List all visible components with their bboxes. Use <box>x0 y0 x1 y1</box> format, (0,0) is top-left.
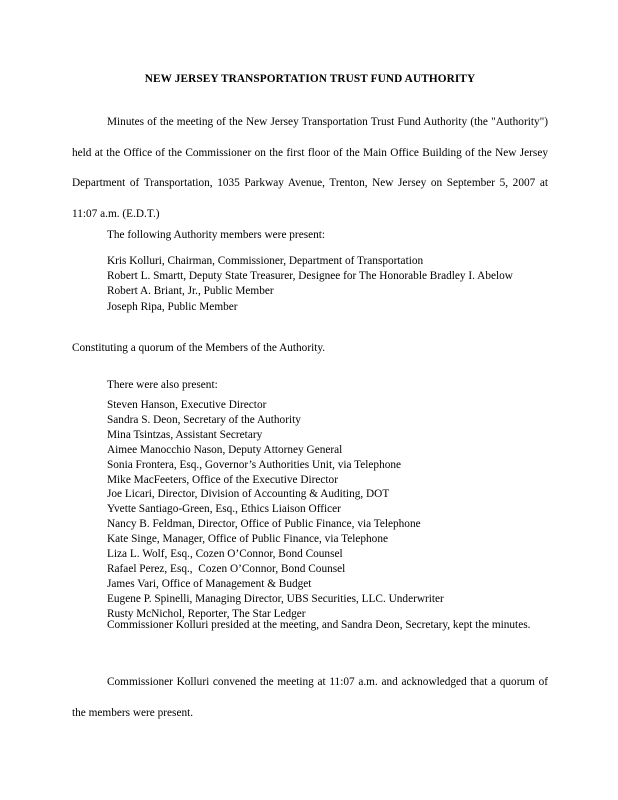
list-item: Nancy B. Feldman, Director, Office of Public Finance, via Telephone <box>107 518 421 531</box>
list-item: Steven Hanson, Executive Director <box>107 399 267 411</box>
members-list <box>107 254 548 315</box>
also-present-heading: There were also present: <box>107 379 218 391</box>
list-item: Mina Tsintzas, Assistant Secretary <box>107 428 263 441</box>
list-item: Eugene P. Spinelli, Managing Director, UBS Securities, LLC. Underwriter <box>107 592 444 605</box>
list-item: Kate Singe, Manager, Office of Public Finance, via Telephone <box>107 533 388 546</box>
presided-paragraph: Commissioner Kolluri presided at the meeting, and Sandra Deon, Secretary, kept the minutes. <box>107 619 531 631</box>
list-item: Yvette Santiago-Green, Esq., Ethics Liaison Officer <box>107 503 341 516</box>
list-item: Rafael Perez, Esq., Cozen O’Connor, Bond Counsel <box>107 562 346 575</box>
also-present-list <box>107 398 548 622</box>
list-item: Aimee Manocchio Nason, Deputy Attorney General <box>107 443 343 456</box>
list-item: Robert L. Smartt, Deputy State Treasurer, Designee for The Honorable Bradley I. Abelow <box>107 270 513 283</box>
list-item: Joe Licari, Director, Division of Accounting & Auditing, DOT <box>107 488 390 501</box>
intro-paragraph: Minutes of the meeting of the New Jersey Transportation Trust Fund Authority (the "Authority") held at the Office of the Commissioner on the first floor of the Main Office Building of the New Jersey Department of Transportation, 1035 Parkway Avenue, Trenton, New Jersey on September 5, 2007 at 11:07 a.m. (E.D.T.) <box>72 116 548 220</box>
list-item: Kris Kolluri, Chairman, Commissioner, Department of Transportation <box>107 255 424 267</box>
document-title: NEW JERSEY TRANSPORTATION TRUST FUND AUTHORITY <box>144 73 476 85</box>
list-item: Sonia Frontera, Esq., Governor’s Authorities Unit, via Telephone <box>107 458 402 471</box>
quorum-statement: Constituting a quorum of the Members of the Authority. <box>72 342 326 354</box>
list-item: Joseph Ripa, Public Member <box>107 300 238 313</box>
list-item: Rusty McNichol, Reporter, The Star Ledger <box>107 607 306 620</box>
list-item: Robert A. Briant, Jr., Public Member <box>107 285 274 298</box>
list-item: James Vari, Office of Management & Budget <box>107 577 312 590</box>
list-item: Sandra S. Deon, Secretary of the Authority <box>107 413 301 426</box>
members-heading: The following Authority members were present: <box>107 229 326 241</box>
convened-paragraph: Commissioner Kolluri convened the meeting at 11:07 a.m. and acknowledged that a quorum of the members were present. <box>72 676 548 719</box>
list-item: Mike MacFeeters, Office of the Executive Director <box>107 473 338 486</box>
list-item: Liza L. Wolf, Esq., Cozen O’Connor, Bond Counsel <box>107 548 343 561</box>
